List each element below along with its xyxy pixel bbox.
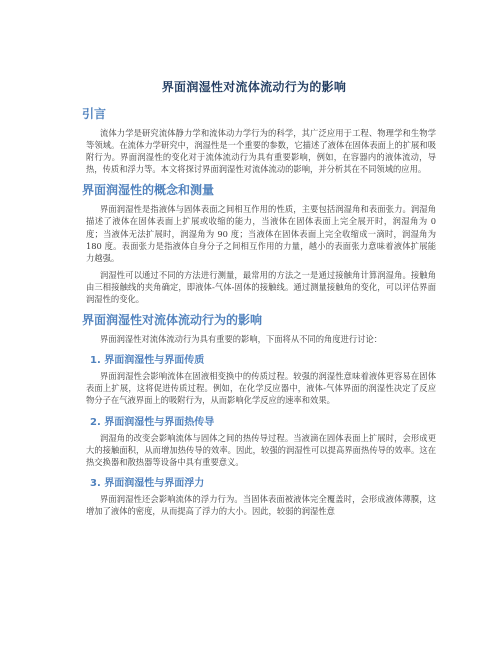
- subsection-heading-heat-conduction: 2. 界面润湿性与界面热传导: [90, 416, 215, 428]
- section-heading-concept: 界面润湿性的概念和测量: [82, 183, 215, 198]
- section-heading-effects: 界面润湿性对流体流动行为的影响: [82, 313, 263, 328]
- subsection-heading-buoyancy: 3. 界面润湿性与界面浮力: [90, 477, 205, 489]
- effects-intro-paragraph: 界面润湿性对流体流动行为具有重要的影响，下面将从不同的角度进行讨论：: [100, 334, 383, 345]
- heat-conduction-paragraph: 润湿角的改变会影响流体与固体之间的热传导过程。当液滴在固体表面上扩展时，会形成更大的接触面积，从而增加热传导的效率。因此，较强的润湿性可以提高界面热传导的效率。这在热交换器和散热器等设备中具有重要意义。: [86, 432, 436, 467]
- concept-paragraph-1: 界面润湿性是指液体与固体表面之间相互作用的性质，主要包括润湿角和表面张力。润湿角描述了液体在固体表面上扩展或收缩的能力，当液体在固体表面上完全展开时，润湿角为 0 度；当液体无法扩展时，润湿角为 90 度；当液体在固体表面上完全收缩成一滴时，润湿角为 180 度。表面张力是指液体自身分子之间相互作用的力量，越小的表面张力意味着液体扩展能力越强。: [86, 204, 436, 263]
- concept-paragraph-2: 润湿性可以通过不同的方法进行测量，最常用的方法之一是通过接触角计算润湿角。接触角由三相接触线的夹角确定，即液体-气体-固体的接触线。通过测量接触角的变化，可以评估界面润湿性的变化。: [86, 269, 436, 305]
- document-title: 界面润湿性对流体流动行为的影响: [161, 80, 347, 94]
- section-heading-intro: 引言: [82, 107, 107, 121]
- buoyancy-paragraph: 界面润湿性还会影响流体的浮力行为。当固体表面被液体完全覆盖时，会形成液体薄膜，这增加了液体的密度，从而提高了浮力的大小。因此，较弱的润湿性意: [86, 493, 436, 516]
- intro-paragraph: 流体力学是研究流体静力学和流体动力学行为的科学，其广泛应用于工程、物理学和生物学等领域。在流体力学研究中，润湿性是一个重要的参数，它描述了液体在固体表面上的扩展和吸附行为。界面润湿性的变化对于流体流动行为具有重要影响，例如，在容器内的液体流动，导热，传质和浮力等。本文将探讨界面润湿性对流体流动的影响，并分析其在不同领域的应用。: [86, 128, 436, 175]
- mass-transfer-paragraph: 界面润湿性会影响流体在固液相变换中的传质过程。较强的润湿性意味着液体更容易在固体表面上扩展，这将促进传质过程。例如，在化学反应器中，液体-气体界面的润湿性决定了反应物分子在气液界面上的吸附行为，从而影响化学反应的速率和效果。: [86, 371, 436, 406]
- subsection-heading-mass-transfer: 1. 界面润湿性与界面传质: [90, 355, 205, 367]
